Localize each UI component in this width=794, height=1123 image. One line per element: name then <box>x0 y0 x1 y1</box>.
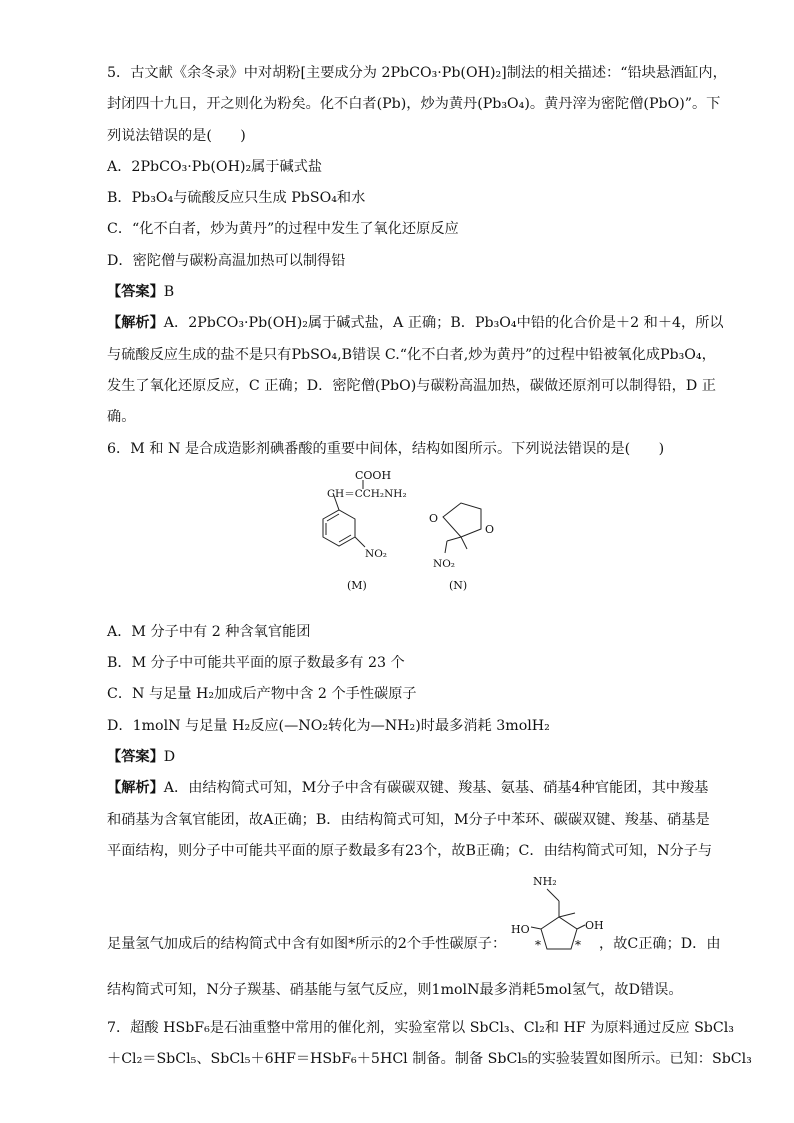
q6-stem: 6．M 和 N 是合成造影剂碘番酸的重要中间体，结构如图所示。下列说法错误的是( ) <box>107 440 665 457</box>
q5-option-b: B．Pb₃O₄与硫酸反应只生成 PbSO₄和水 <box>107 190 366 207</box>
q6-structures <box>107 465 707 617</box>
m-no2-label: NO₂ <box>365 547 388 560</box>
q5-stem-line-3: 列说法错误的是( ) <box>107 127 246 144</box>
q6-analysis-line-3: 平面结构，则分子中可能共平面的原子数最多有23个，故B正确；C．由结构简式可知，N分子与 <box>107 842 713 859</box>
q6-option-b: B．M 分子中可能共平面的原子数最多有 23 个 <box>107 655 405 672</box>
q5-answer-value: B <box>163 284 175 301</box>
q5-answer <box>107 277 707 308</box>
q5-option-a: A．2PbCO₃·Pb(OH)₂属于碱式盐 <box>107 158 323 175</box>
q7-stem-line-1: 7．超酸 HSbF₆是石油重整中常用的催化剂，实验室常以 SbCl₃、Cl₂和 HF 为原料通过反应 SbCl₃ <box>107 1019 734 1036</box>
q5-analysis-tag: 【解析】 <box>107 315 164 332</box>
inline-ho-label: HO <box>511 923 530 937</box>
n-oxo-2: O <box>485 522 495 536</box>
q6-answer-tag: 【答案】 <box>107 749 164 766</box>
n-label: (N) <box>449 578 468 592</box>
q5-option-c: C．“化不白者，炒为黄丹”的过程中发生了氧化还原反应 <box>107 221 459 238</box>
chiral-star-2: * <box>575 938 581 953</box>
document-page <box>107 58 752 1075</box>
chiral-star-1: * <box>535 938 541 953</box>
q6-analysis-text-4b: ，故C正确；D．由 <box>599 936 721 953</box>
q6-analysis-text-4a: 足量氢气加成后的结构简式中含有如图*所示的2个手性碳原子： <box>107 936 507 953</box>
q6-option-c: C．N 与足量 H₂加成后产物中含 2 个手性碳原子 <box>107 686 417 703</box>
molecule-n-structure <box>421 487 521 599</box>
q5-analysis-text-1: A．2PbCO₃·Pb(OH)₂属于碱式盐，A 正确；B．Pb₃O₄中铅的化合价是＋2 和＋4，所以 <box>163 315 724 332</box>
q6-analysis-line-1 <box>107 773 707 804</box>
q5-answer-tag: 【答案】 <box>107 284 164 301</box>
m-chain-label: CH＝CCH₂NH₂ <box>327 487 407 500</box>
q5-option-d: D．密陀僧与碳粉高温加热可以制得铅 <box>107 252 346 269</box>
q6-option-d: D．1molN 与足量 H₂反应(—NO₂转化为—NH₂)时最多消耗 3molH₂ <box>107 717 550 734</box>
q6-option-a: A．M 分子中有 2 种含氧官能团 <box>107 623 311 640</box>
q7-stem-line-2: ＋Cl₂＝SbCl₅、SbCl₅＋6HF＝HSbF₆＋5HCl 制备。制备 SbCl₅的实验装置如图所示。已知：SbCl₃ <box>107 1050 752 1067</box>
q5-analysis-line-4: 确。 <box>107 409 136 426</box>
q6-analysis-line-2: 和硝基为含氧官能团，故A正确；B．由结构简式可知，M分子中苯环、碳碳双键、羧基、硝基是 <box>107 811 710 828</box>
q6-answer <box>107 742 707 773</box>
m-label: (M) <box>347 578 367 592</box>
q6-answer-value: D <box>163 749 176 766</box>
q6-analysis-line-5: 结构简式可知，N分子羰基、硝基能与氢气反应，则1molN最多消耗5mol氢气，故D错误。 <box>107 982 683 999</box>
molecule-m-structure <box>303 471 433 601</box>
q6-analysis-tag: 【解析】 <box>107 780 164 797</box>
n-oxo-1: O <box>429 511 439 525</box>
q5-analysis-line-2: 与硫酸反应生成的盐不是只有PbSO₄,B错误 C.“化不白者,炒为黄丹”的过程中铅被氧化成Pb₃O₄， <box>107 346 716 363</box>
n-no2-label: NO₂ <box>433 557 456 570</box>
q5-stem-line-1: 5．古文献《余冬录》中对胡粉[主要成分为 2PbCO₃·Pb(OH)₂]制法的相关描述：“铅块悬酒缸内， <box>107 65 727 81</box>
q6-analysis-text-1: A．由结构简式可知，M分子中含有碳碳双键、羧基、氨基、硝基4种官能团，其中羧基 <box>163 780 709 797</box>
q5-analysis-line-3: 发生了氧化还原反应，C 正确；D．密陀僧(PbO)与碳粉高温加热，碳做还原剂可以制得铅，D 正 <box>107 377 716 394</box>
inline-nh2-label: NH₂ <box>533 875 557 889</box>
q6-analysis-line-4-with-structure <box>107 867 721 975</box>
m-cooh-label: COOH <box>355 470 392 482</box>
q5-analysis-line-1 <box>107 308 724 339</box>
q5-stem-line-2: 封闭四十九日，开之则化为粉矣。化不白者(Pb)，炒为黄丹(Pb₃O₄)。黄丹滓为密陀僧(PbO)”。下 <box>107 96 721 113</box>
inline-oh-label: OH <box>585 919 604 933</box>
